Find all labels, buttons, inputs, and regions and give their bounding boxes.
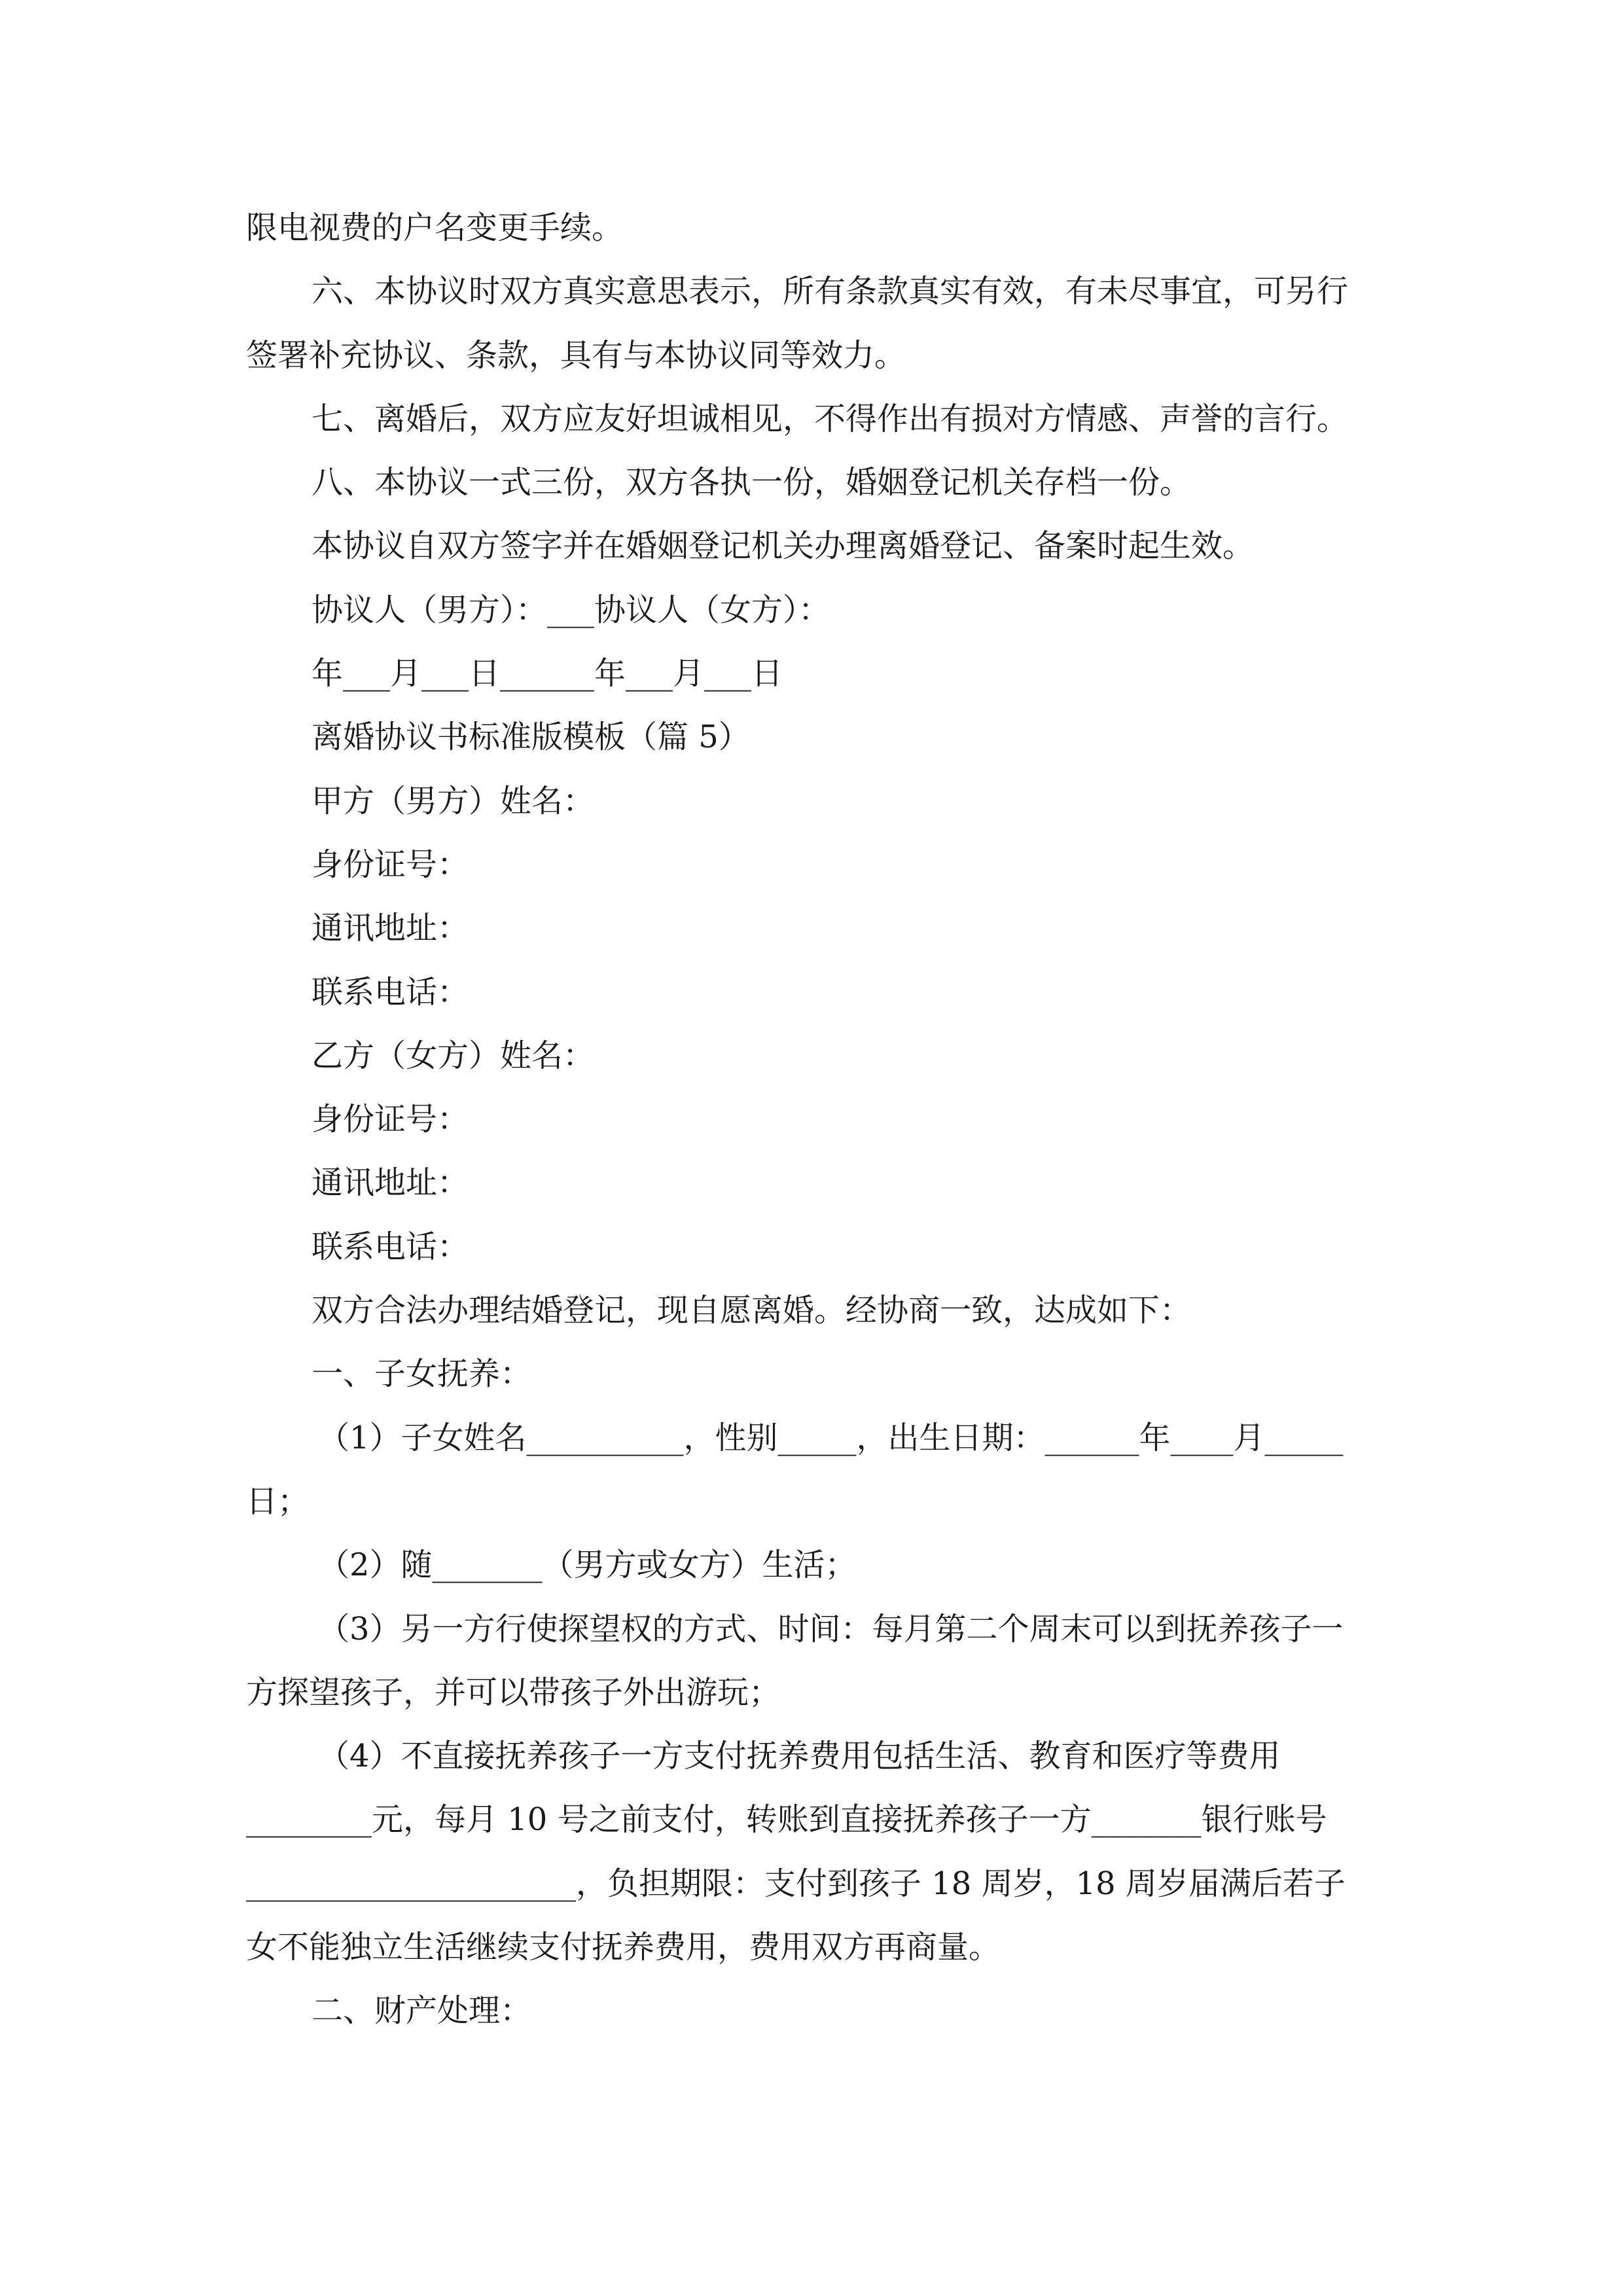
text-line: 限电视费的户名变更手续。 xyxy=(246,209,624,246)
signature-line: 协议人（男方）：___协议人（女方）： xyxy=(312,591,830,628)
text-line: 女不能独立生活继续支付抚养费用，费用双方再商量。 xyxy=(246,1929,1001,1966)
effective-clause: 本协议自双方签字并在婚姻登记机关办理离婚登记、备案时起生效。 xyxy=(312,528,1255,565)
custody-line: （2）随_______（男方或女方）生活； xyxy=(318,1547,857,1584)
text-line: 日； xyxy=(246,1482,310,1520)
clause-seven: 七、离婚后，双方应友好坦诚相见，不得作出有损对方情感、声誉的言行。 xyxy=(312,400,1349,437)
party-a-address-field: 通讯地址： xyxy=(312,910,469,947)
clause-six: 六、本协议时双方真实意思表示，所有条款真实有效，有未尽事宜，可另行 xyxy=(312,273,1349,310)
date-line: 年___月___日______年___月___日 xyxy=(312,655,783,692)
child-info-line: （1）子女姓名__________，性别_____，出生日期：______年____月_____ xyxy=(318,1419,1344,1456)
support-line: （4）不直接抚养孩子一方支付抚养费用包括生活、教育和医疗等费用 xyxy=(318,1738,1281,1775)
text-line: ________元，每月 10 号之前支付，转账到直接抚养孩子一方_______银行账号 xyxy=(246,1801,1327,1839)
party-b-id-field: 身份证号： xyxy=(312,1101,469,1138)
visitation-line: （3）另一方行使探望权的方式、时间：每月第二个周末可以到抚养孩子一 xyxy=(318,1610,1344,1647)
text-line: _____________________，负担期限：支付到孩子 18 周岁，18 周岁届满后若子 xyxy=(246,1865,1346,1902)
party-a-id-field: 身份证号： xyxy=(312,846,469,883)
text-line: 签署补充协议、条款，具有与本协议同等效力。 xyxy=(246,336,906,374)
party-b-phone-field: 联系电话： xyxy=(312,1228,469,1265)
party-a-phone-field: 联系电话： xyxy=(312,973,469,1011)
document-body xyxy=(246,196,1385,2043)
party-b-address-field: 通讯地址： xyxy=(312,1164,469,1202)
text-line: 方探望孩子，并可以带孩子外出游玩； xyxy=(246,1674,781,1711)
heading-property: 二、财产处理： xyxy=(312,1992,532,2030)
party-b-name-field: 乙方（女方）姓名： xyxy=(312,1037,595,1074)
heading-child-custody: 一、子女抚养： xyxy=(312,1355,532,1393)
party-a-name-field: 甲方（男方）姓名： xyxy=(312,782,595,819)
clause-eight: 八、本协议一式三份，双方各执一份，婚姻登记机关存档一份。 xyxy=(312,464,1192,501)
section-title: 离婚协议书标准版模板（篇 5） xyxy=(312,719,750,756)
agreement-intro: 双方合法办理结婚登记，现自愿离婚。经协商一致，达成如下： xyxy=(312,1292,1192,1329)
